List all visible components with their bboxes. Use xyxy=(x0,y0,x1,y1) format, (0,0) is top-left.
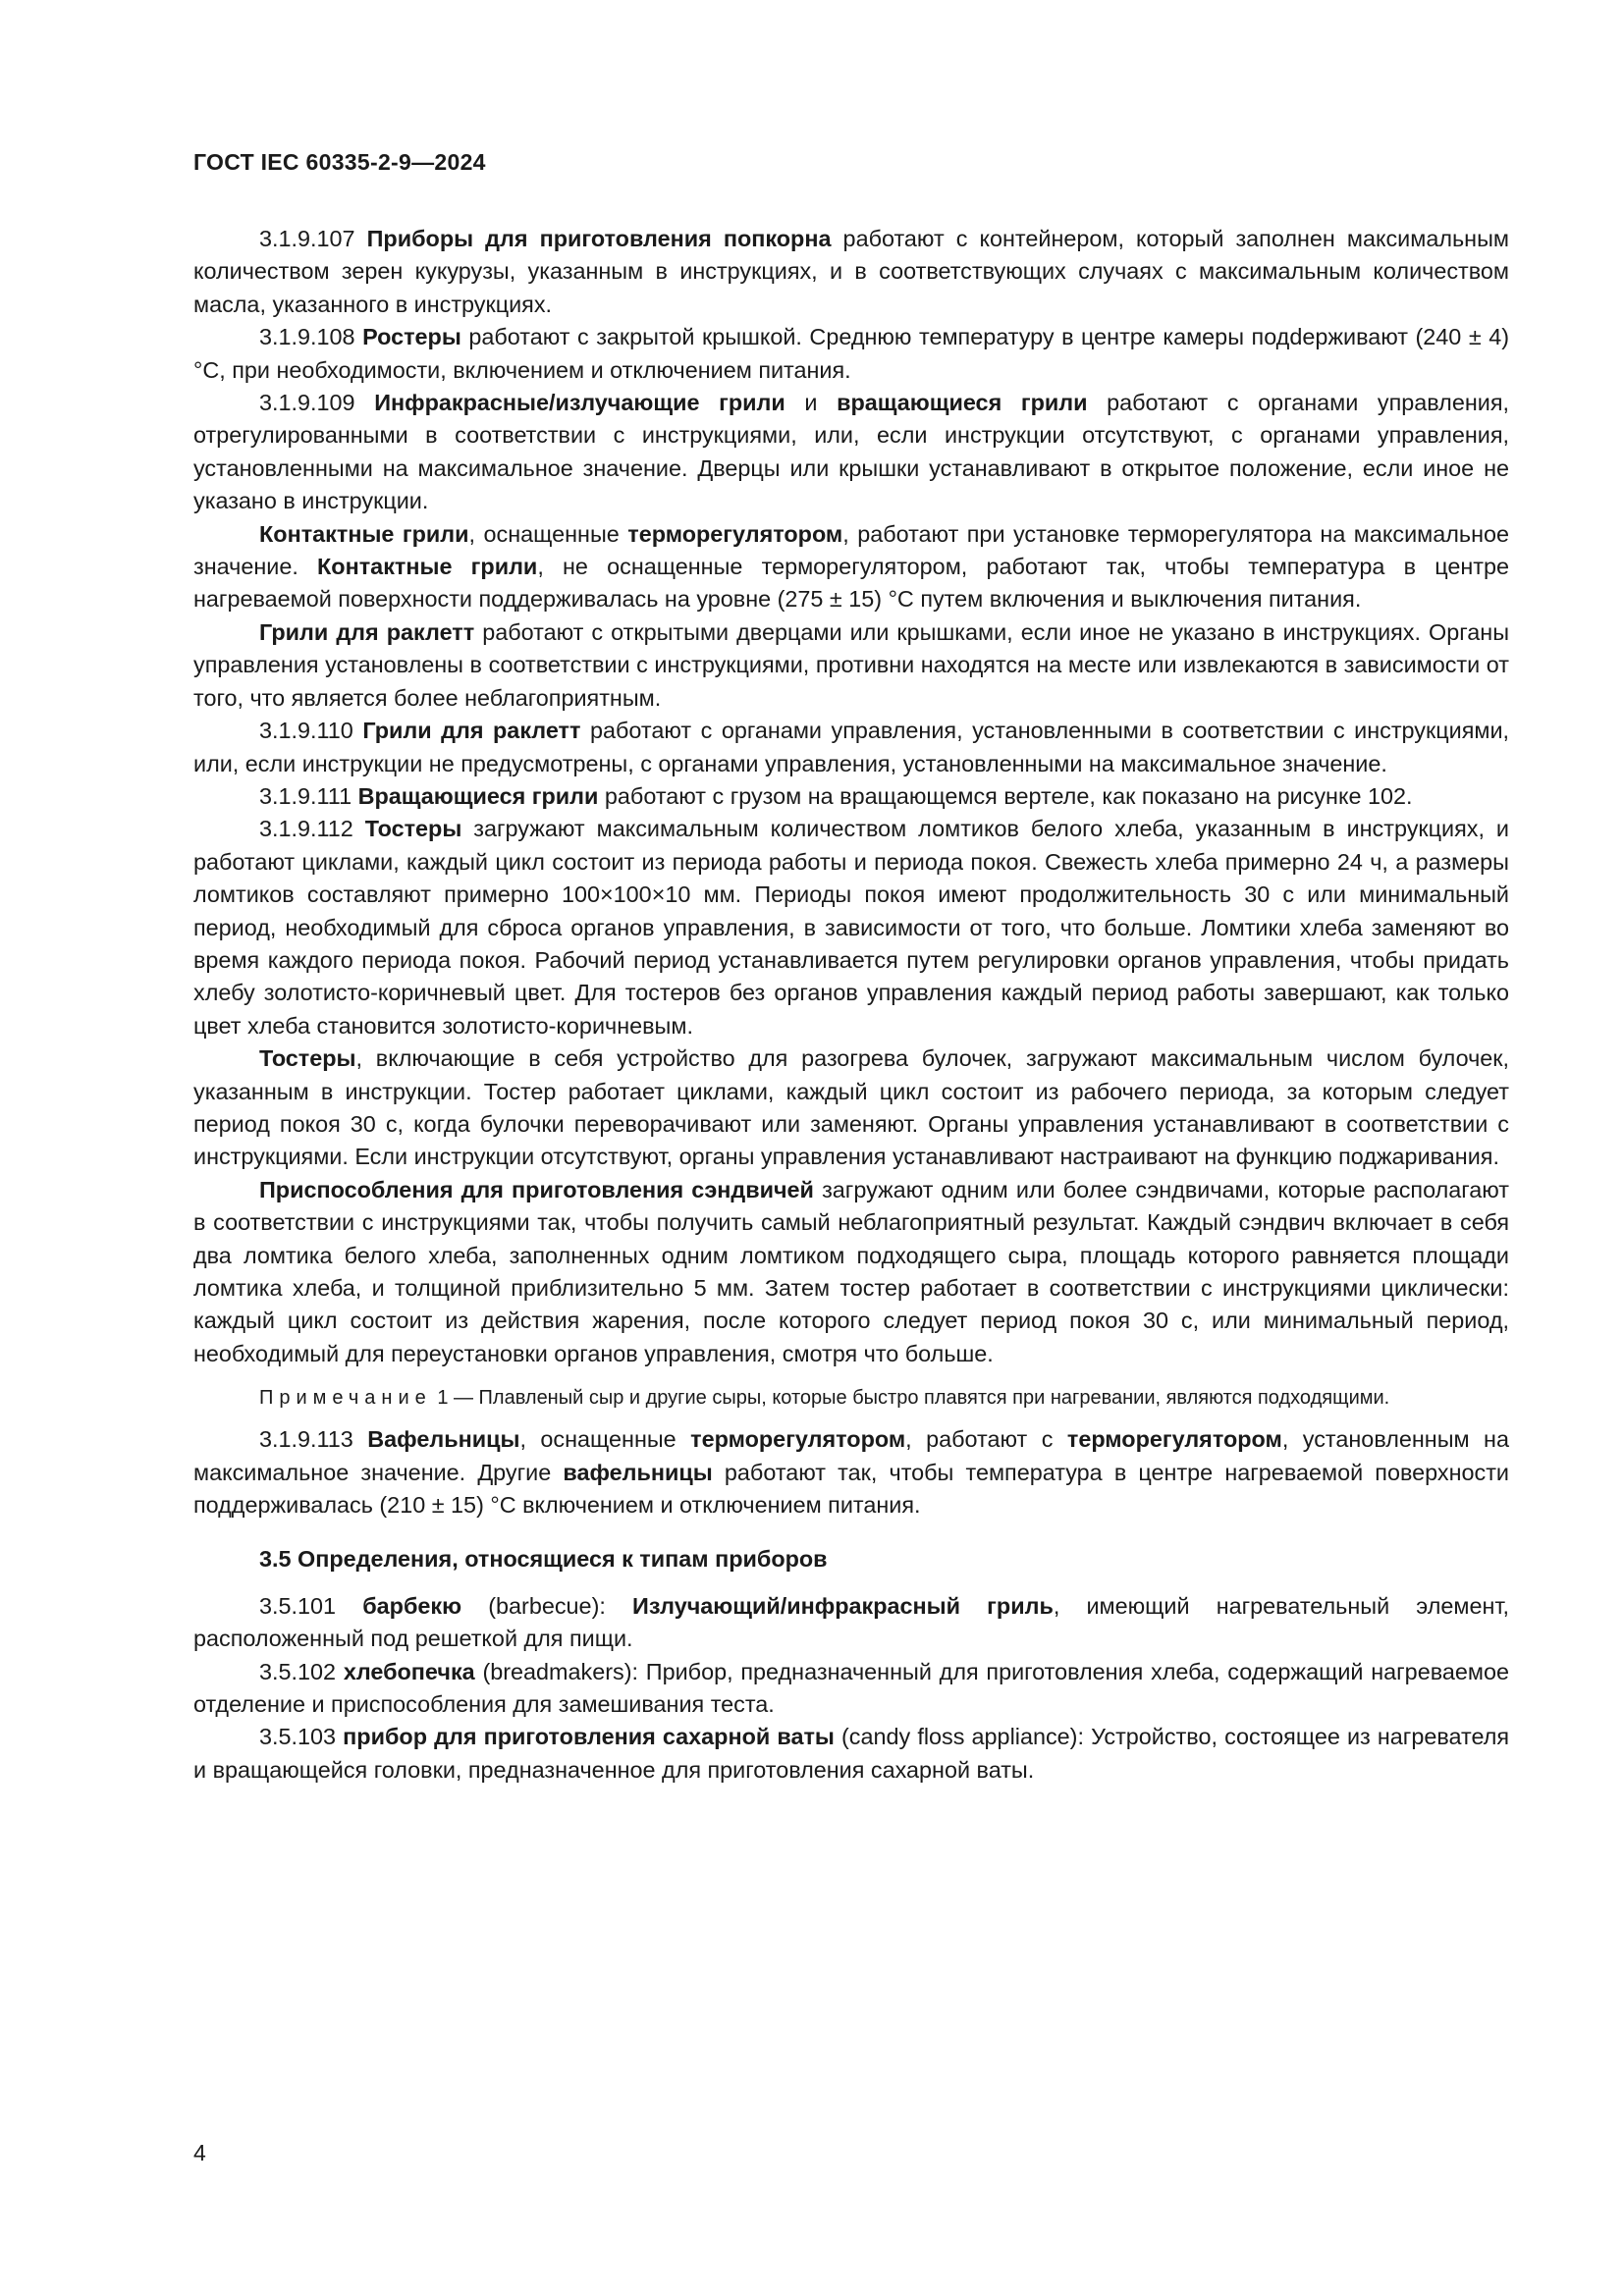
bold-term: Грили для раклетт xyxy=(362,718,581,744)
bold-term: Тостеры xyxy=(259,1045,356,1072)
bold-term: барбекю xyxy=(362,1592,462,1619)
paragraph xyxy=(193,616,1509,715)
text-run: 3.1.9.107 xyxy=(259,226,367,251)
bold-term: Вращающиеся грили xyxy=(357,782,599,809)
text-run: работают с грузом на вращающемся вертеле, как показано на рисунке 102. xyxy=(598,782,1413,809)
paragraph xyxy=(193,321,1509,387)
text-run: (breadmakers): Прибор, предназначенный для приготовления хлеба, содержащий нагреваемое отделение и приспособления для замешивания теста. xyxy=(193,1658,1509,1718)
text-run: работают с открытыми дверцами или крышками, если иное не указано в инструкциях. Органы управления установлены в соответствии с инструкциями, противни находятся на месте или извлекаются в зависимости от того, что является более неблагоприятным. xyxy=(193,618,1510,711)
text-run: 3.1.9.108 xyxy=(259,324,363,350)
text-run: работают с органами управления, отрегулированными в соответствии с инструкциями, или, если инструкции отсутствуют, с органами управления, установленными на максимальное значение. Дверцы или крышки устанавливают в открытое положение, если иное не указано в инструкции. xyxy=(193,390,1509,514)
text-run: 3.1.9.110 xyxy=(259,718,363,744)
text-run: 3.5.102 xyxy=(259,1658,344,1684)
text-run: 3.1.9.112 xyxy=(259,816,365,842)
bold-term: терморегулятором xyxy=(627,520,843,547)
text-run: 3.1.9.109 xyxy=(259,390,375,416)
definition xyxy=(193,1656,1509,1722)
text-run: , работают с xyxy=(905,1426,1067,1453)
document-body xyxy=(193,223,1509,1787)
section-heading: 3.5 Определения, относящиеся к типам приборов xyxy=(259,1546,828,1573)
bold-term: хлебопечка xyxy=(343,1658,475,1684)
text-run: (barbecue): xyxy=(461,1592,633,1619)
text-run: 3.5.103 xyxy=(259,1724,344,1750)
note-text: 1 — Плавленый сыр и другие сыры, которые быстро плавятся при нагревании, являются подходящими. xyxy=(431,1387,1390,1410)
page-number: 4 xyxy=(193,2140,206,2165)
bold-term: Грили для раклетт xyxy=(259,618,475,645)
text-run: , установленным на максимальное значение. Другие xyxy=(193,1426,1509,1485)
paragraph xyxy=(193,223,1509,321)
paragraph xyxy=(193,518,1509,616)
paragraph xyxy=(193,1423,1509,1522)
bold-term: вафельницы xyxy=(563,1459,713,1485)
text-run: , оснащенные xyxy=(519,1426,691,1453)
bold-term: терморегулятором xyxy=(1066,1426,1282,1453)
bold-term: Приборы для приготовления попкорна xyxy=(366,226,832,251)
bold-term: Излучающий/инфракрасный гриль xyxy=(632,1592,1054,1619)
text-run: работают с контейнером, который заполнен максимальным количеством зерен кукурузы, указанным в инструкциях, и в соответствующих случаях с максимальным количеством масла, указанного в инструкциях. xyxy=(193,226,1509,317)
bold-term: Контактные грили xyxy=(317,554,538,580)
note-label: Примечание xyxy=(259,1387,432,1410)
bold-term: Тостеры xyxy=(364,816,462,842)
bold-term: Контактные грили xyxy=(259,520,469,547)
text-run: работают с органами управления, установленными в соответствии с инструкциями, или, если инструкции не предусмотрены, с органами управления, установленными на максимальное значение. xyxy=(193,718,1510,776)
text-run: загружают максимальным количеством ломтиков белого хлеба, указанным в инструкциях, и работают циклами, каждый цикл состоит из периода работы и периода покоя. Свежесть хлеба примерно 24 ч, а размеры ломтиков составляют примерно 100×100×10 мм. Периоды покоя имеют продолжительность 30 с или минимальный период, необходимый для сброса органов управления, в зависимости от того, что больше. Ломтики хлеба заменяют во время каждого периода покоя. Рабочий период устанавливается путем регулировки органов управления, чтобы придать хлебу золотисто-коричневый цвет. Для тостеров без органов управления каждый период работы завершают, как только цвет хлеба становится золотисто-коричневым. xyxy=(193,816,1509,1039)
text-run: , оснащенные xyxy=(468,520,628,547)
bold-term: вращающиеся грили xyxy=(837,390,1088,416)
bold-term: Вафельницы xyxy=(367,1426,520,1453)
text-run: , не оснащенные терморегулятором, работают так, чтобы температура в центре нагреваемой поверхности поддерживалась на уровне (275 ± 15) °С путем включения и выключения питания. xyxy=(193,554,1509,613)
document-header: ГОСТ IEC 60335-2-9—2024 xyxy=(193,149,486,175)
bold-term: Инфракрасные/излучающие грили xyxy=(374,390,785,416)
paragraph xyxy=(193,813,1509,1042)
bold-term: прибор для приготовления сахарной ваты xyxy=(343,1724,835,1750)
text-run: загружают одним или более сэндвичами, которые располагают в соответствии с инструкциями так, чтобы получить самый неблагоприятный результат. Каждый сэндвич включает в себя два ломтика белого хлеба, заполненных одним ломтиком подходящего сыра, площадь которого равняется площади ломтика хлеба, и толщиной приблизительно 5 мм. Затем тостер работает в соответствии с инструкциями циклически: каждый цикл состоит из действия жарения, после которого следует период покоя 30 с, или минимальный период, необходимый для переустановки органов управления, смотря что больше. xyxy=(193,1176,1510,1366)
paragraph xyxy=(193,387,1509,518)
bold-term: терморегулятором xyxy=(690,1426,906,1453)
text-run: 3.5.101 xyxy=(259,1592,363,1619)
text-run: работают так, чтобы температура в центре нагреваемой поверхности поддерживалась (210 ± 15) °С включением и отключением питания. xyxy=(193,1459,1509,1519)
text-run: , работают при установке терморегулятора на максимальное значение. xyxy=(193,520,1510,580)
definition xyxy=(193,1590,1509,1656)
text-run: (candy floss appliance): Устройство, состоящее из нагревателя и вращающейся головки, предназначенное для приготовления сахарной ваты. xyxy=(193,1724,1510,1783)
text-run: работают с закрытой крышкой. Среднюю температуру в центре камеры подdерживают (240 ± 4) °С, при необходимости, включением и отключением питания. xyxy=(193,324,1509,383)
note xyxy=(193,1384,1509,1412)
text-run: и xyxy=(785,390,838,416)
bold-term: Приспособления для приготовления сэндвичей xyxy=(259,1176,814,1202)
text-run: 3.1.9.111 xyxy=(259,782,358,809)
text-run: 3.1.9.113 xyxy=(259,1426,368,1453)
paragraph xyxy=(193,715,1509,780)
paragraph xyxy=(193,1042,1509,1174)
paragraph xyxy=(193,1174,1509,1370)
bold-term: Ростеры xyxy=(362,324,461,350)
paragraph xyxy=(193,780,1509,813)
definition xyxy=(193,1721,1509,1787)
text-run: , имеющий нагревательный элемент, расположенный под решеткой для пищи. xyxy=(193,1592,1509,1652)
text-run: , включающие в себя устройство для разогрева булочек, загружают максимальным числом булочек, указанным в инструкции. Тостер работает циклами, каждый цикл состоит из рабочего периода, за которым следует период покоя 30 с, когда булочки переворачивают или заменяют. Органы управления устанавливают в соответствии с инструкциями. Если инструкции отсутствуют, органы управления устанавливают настраивают на функцию поджаривания. xyxy=(193,1045,1509,1170)
